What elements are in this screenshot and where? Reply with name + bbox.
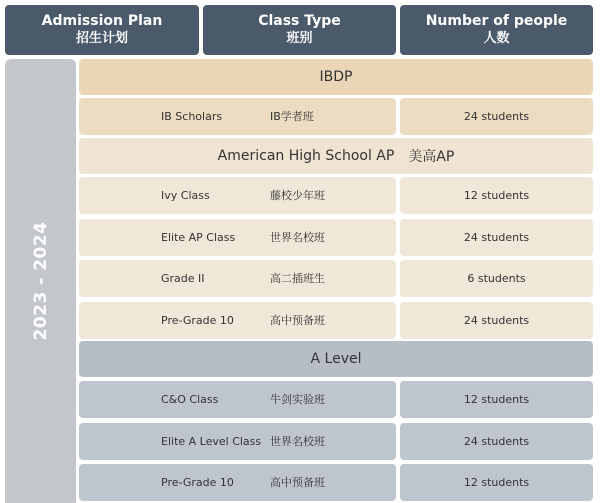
count-cell [400, 219, 593, 256]
class-name-zh: 藤校少年班 [270, 189, 325, 202]
section-ap-title-zh: 美高AP [408, 149, 455, 165]
header-number-en: Number of people [425, 13, 568, 29]
class-name-en: Grade II [161, 272, 205, 285]
student-count: 24 students [463, 110, 530, 123]
year-label: 2023 - 2024 [30, 221, 51, 341]
class-name-en: C&O Class [161, 393, 219, 406]
student-count: 24 students [463, 314, 530, 327]
student-count: 12 students [463, 393, 530, 406]
class-name-en: Elite A Level Class [161, 435, 262, 448]
class-row-ib-scholars [79, 98, 396, 135]
class-name-zh: 高中预备班 [270, 476, 325, 489]
section-ap-title: American High School AP [217, 148, 395, 164]
count-cell [400, 423, 593, 460]
count-cell [400, 302, 593, 339]
count-cell [400, 177, 593, 214]
student-count: 12 students [463, 476, 530, 489]
class-name-en: Ivy Class [161, 189, 210, 202]
count-cell [400, 381, 593, 418]
count-cell [400, 260, 593, 297]
class-row-c-and-o [79, 381, 396, 418]
class-name-zh: 世界名校班 [270, 231, 325, 244]
header-admission-plan-en: Admission Plan [41, 13, 163, 29]
section-ibdp-title: IBDP [319, 69, 353, 85]
header-class-type-en: Class Type [258, 13, 341, 29]
class-row-pre-grade-10-alevel [79, 464, 396, 501]
year-column [5, 59, 76, 503]
class-name-en: Pre-Grade 10 [161, 314, 234, 327]
count-cell [400, 98, 593, 135]
section-ap-band [79, 138, 593, 174]
class-name-en: IB Scholars [161, 110, 223, 123]
class-name-zh: 世界名校班 [270, 435, 325, 448]
class-row-elite-a-level [79, 423, 396, 460]
section-alevel-band [79, 341, 593, 377]
class-row-ivy [79, 177, 396, 214]
student-count: 6 students [467, 272, 526, 285]
class-row-elite-ap [79, 219, 396, 256]
class-row-pre-grade-10-ap [79, 302, 396, 339]
class-name-zh: 高中预备班 [270, 314, 325, 327]
student-count: 12 students [463, 189, 530, 202]
header-admission-plan [5, 5, 199, 55]
student-count: 24 students [463, 231, 530, 244]
class-name-zh: 牛剑实验班 [270, 393, 325, 406]
class-name-zh: IB学者班 [270, 110, 314, 123]
header-number-zh: 人数 [483, 31, 510, 46]
header-class-type-zh: 班别 [286, 31, 313, 46]
section-ibdp-band [79, 59, 593, 95]
header-class-type [203, 5, 396, 55]
count-cell [400, 464, 593, 501]
class-name-en: Pre-Grade 10 [161, 476, 234, 489]
class-name-zh: 高二插班生 [270, 272, 325, 285]
class-name-en: Elite AP Class [161, 231, 236, 244]
section-alevel-title: A Level [310, 351, 362, 367]
student-count: 24 students [463, 435, 530, 448]
header-admission-plan-zh: 招生计划 [75, 31, 128, 46]
class-row-grade-ii [79, 260, 396, 297]
header-number-of-people [400, 5, 593, 55]
